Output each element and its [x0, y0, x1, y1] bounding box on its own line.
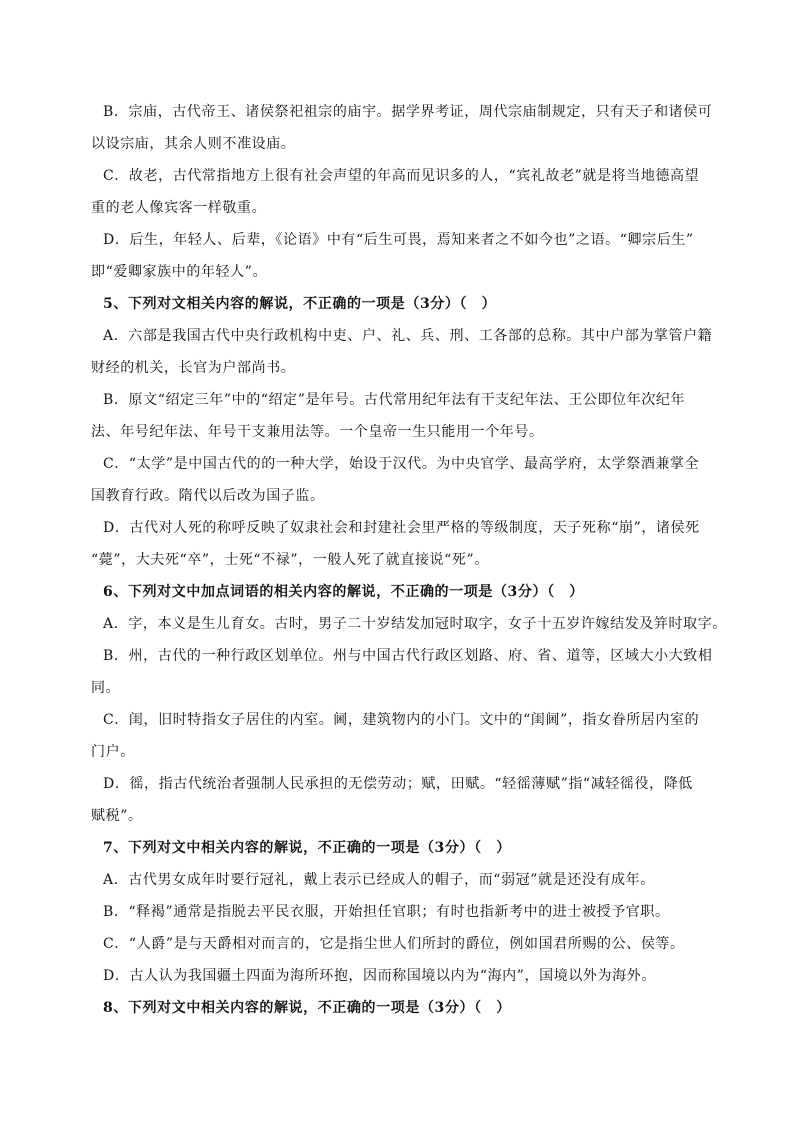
q6-option-d	[91, 768, 721, 832]
paragraph-line: 重的老人像宾客一样敬重。	[91, 200, 267, 216]
paragraph-line: B．宗庙，古代帝王、诸侯祭祀祖宗的庙宇。据学界考证，周代宗庙制规定，只有天子和诸侯可	[103, 104, 713, 120]
q5-option-b	[91, 384, 721, 448]
paragraph-line: A．字，本义是生儿育女。古时，男子二十岁结发加冠时取字，女子十五岁许嫁结发及笄时取字。	[103, 616, 727, 632]
option-b-shrine	[91, 96, 721, 160]
q6-option-a	[91, 608, 727, 640]
paragraph-line: D．徭，指古代统治者强制人民承担的无偿劳动；赋，田赋。“轻徭薄赋”指“减轻徭役，降低	[103, 776, 693, 792]
q7-option-d	[91, 960, 721, 992]
q5-option-a	[91, 320, 721, 384]
question-title: 6、下列对文中加点词语的相关内容的解说，不正确的一项是（3分）（ ）	[103, 584, 584, 600]
q7-option-b	[91, 896, 721, 928]
paragraph-line: 法、年号纪年法、年号干支兼用法等。一个皇帝一生只能用一个年号。	[91, 424, 544, 440]
paragraph-line: B．州，古代的一种行政区划单位。州与中国古代行政区划路、府、省、道等，区域大小大致相	[103, 648, 713, 664]
question-7	[91, 832, 721, 864]
page-content	[91, 96, 727, 1024]
paragraph-line: 同。	[91, 680, 121, 696]
paragraph-line: 国教育行政。隋代以后改为国子监。	[91, 488, 325, 504]
paragraph-line: D．古人认为我国疆土四面为海所环抱，因而称国境以内为“海内”，国境以外为海外。	[103, 968, 656, 984]
paragraph-line: 赋税”。	[91, 808, 143, 824]
paragraph-line: 财经的机关，长官为户部尚书。	[91, 360, 296, 376]
q7-option-c	[91, 928, 721, 960]
q6-option-b	[91, 640, 721, 704]
paragraph-line: 即“爱卿家族中的年轻人”。	[91, 264, 268, 280]
paragraph-line: D．后生，年轻人、后辈，《论语》中有“后生可畏，焉知来者之不如今也”之语。“卿宗后生”	[103, 232, 694, 248]
paragraph-line: C．故老，古代常指地方上很有社会声望的年高而见识多的人，“宾礼故老”就是将当地德高望	[103, 168, 700, 184]
paragraph-line: A．六部是我国古代中央行政机构中吏、户、礼、兵、刑、工各部的总称。其中户部为掌管户籍	[103, 328, 713, 344]
question-title: 5、下列对文相关内容的解说，不正确的一项是（3分）（ ）	[103, 296, 497, 312]
question-title: 7、下列对文中相关内容的解说，不正确的一项是（3分）（ ）	[103, 840, 511, 856]
paragraph-line: B．“释褐”通常是指脱去平民衣服，开始担任官职；有时也指新考中的进士被授予官职。	[103, 904, 670, 920]
paragraph-line: D．古代对人死的称呼反映了奴隶社会和封建社会里严格的等级制度，天子死称“崩”，诸侯死	[103, 520, 700, 536]
paragraph-line: C．“太学”是中国古代的的一种大学，始设于汉代。为中央官学、最高学府，太学祭酒兼掌全	[103, 456, 700, 472]
q7-option-a	[91, 864, 721, 896]
paragraph-line: 以设宗庙，其余人则不准设庙。	[91, 136, 296, 152]
paragraph-line: C．闺，旧时特指女子居住的内室。阃，建筑物内的小门。文中的“闺阃”，指女眷所居内室的	[103, 712, 700, 728]
question-5	[91, 288, 721, 320]
option-d-youth	[91, 224, 721, 288]
q6-option-c	[91, 704, 721, 768]
paragraph-line: C．“人爵”是与天爵相对而言的，它是指尘世人们所封的爵位，例如国君所赐的公、侯等。	[103, 936, 685, 952]
question-6	[91, 576, 721, 608]
option-c-elders	[91, 160, 721, 224]
question-8	[91, 992, 721, 1024]
question-title: 8、下列对文中相关内容的解说，不正确的一项是（3分）（ ）	[103, 1000, 511, 1016]
paragraph-line: “薨”，大夫死“卒”，士死“不禄”，一般人死了就直接说“死”。	[91, 552, 489, 568]
paragraph-line: B．原文“绍定三年”中的“绍定”是年号。古代常用纪年法有干支纪年法、王公即位年次纪年	[103, 392, 686, 408]
paragraph-line: A．古代男女成年时要行冠礼，戴上表示已经成人的帽子，而“弱冠”就是还没有成年。	[103, 872, 655, 888]
q5-option-d	[91, 512, 721, 576]
paragraph-line: 门户。	[91, 744, 135, 760]
q5-option-c	[91, 448, 721, 512]
